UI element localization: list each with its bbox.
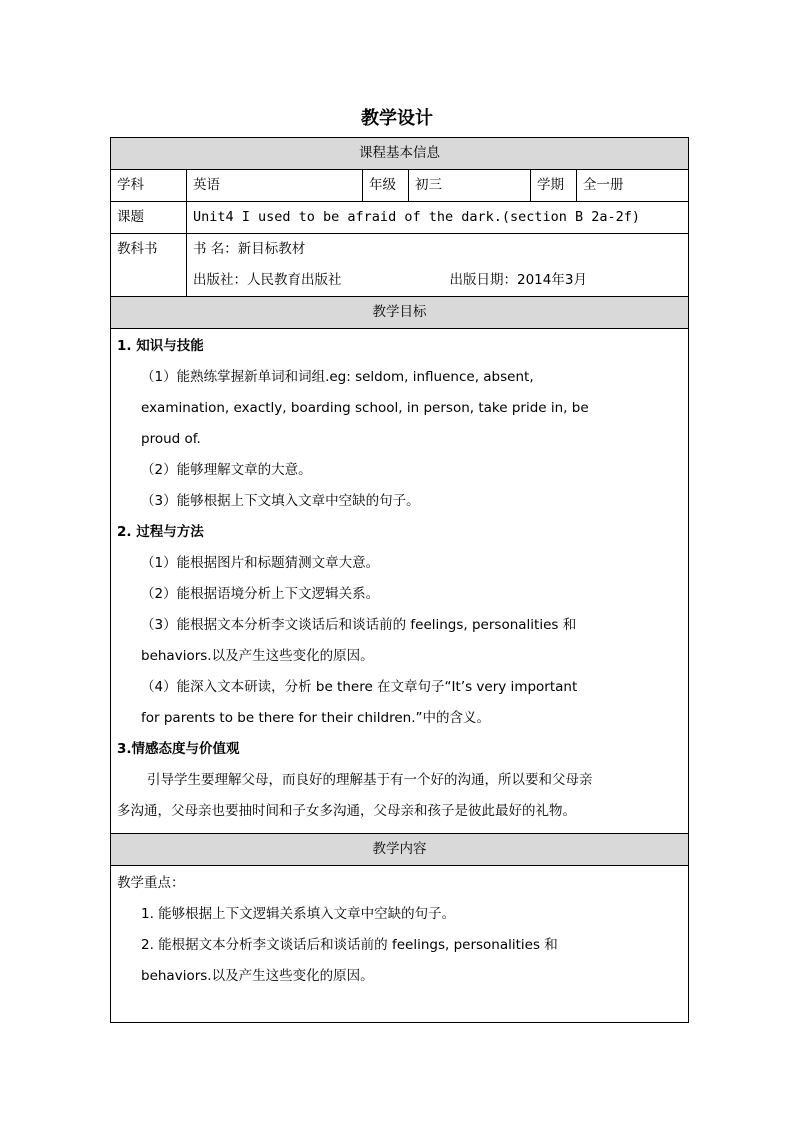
objectives-row <box>111 329 689 834</box>
objective-1-2: （2）能够理解文章的大意。 <box>141 462 312 478</box>
book-name-label: 书 名： <box>193 241 238 257</box>
publisher-line <box>193 265 688 296</box>
objective-2-2: （2）能根据语境分析上下文逻辑关系。 <box>141 586 380 602</box>
term-value: 全一册 <box>577 170 689 202</box>
objectives-body <box>111 329 689 834</box>
objectives-header-row <box>111 297 689 329</box>
subject-value: 英语 <box>187 170 363 202</box>
objective-1-1-line-3: proud of. <box>141 431 201 447</box>
objective-1-1-line-2: examination, exactly, boarding school, in person, take pride in, be <box>141 400 589 416</box>
objective-2-3-line-2: behaviors.以及产生这些变化的原因。 <box>141 648 374 664</box>
grade-value: 初三 <box>409 170 531 202</box>
objective-2-4-line-2: for parents to be there for their children.”中的含义。 <box>141 710 490 726</box>
term-label: 学期 <box>531 170 577 202</box>
topic-value: Unit4 I used to be afraid of the dark.(section B 2a-2f) <box>187 202 689 234</box>
objective-1-3: （3）能够根据上下文填入文章中空缺的句子。 <box>141 493 420 509</box>
content-row <box>111 866 689 1023</box>
lesson-plan-table <box>110 137 689 1023</box>
content-body <box>111 866 689 1023</box>
page-title: 教学设计 <box>361 108 433 129</box>
pub-date-value: 2014年3月 <box>517 272 587 288</box>
publisher-value: 人民教育出版社 <box>247 272 342 288</box>
content-header: 教学内容 <box>111 834 689 866</box>
objective-1-1-line-1: （1）能熟练掌握新单词和词组.eg: seldom, influence, absent, <box>141 369 534 385</box>
topic-label: 课题 <box>111 202 187 234</box>
book-name-line <box>193 234 688 265</box>
subject-row <box>111 170 689 202</box>
key-point-2-line-2: behaviors.以及产生这些变化的原因。 <box>141 968 374 984</box>
attitude-values-heading: 3.情感态度与价值观 <box>117 741 240 757</box>
attitude-values-line-1: 引导学生要理解父母，而良好的理解基于有一个好的沟通，所以要和父母亲 <box>147 772 593 788</box>
pub-date-label: 出版日期： <box>449 272 517 288</box>
process-method-heading: 2. 过程与方法 <box>117 524 204 540</box>
key-point-2-line-1: 2. 能根据文本分析李文谈话后和谈话前的 feelings, personalities 和 <box>141 937 558 953</box>
basic-info-header-row <box>111 138 689 170</box>
content-header-row <box>111 834 689 866</box>
knowledge-skills-heading: 1. 知识与技能 <box>117 338 204 354</box>
objective-2-4-line-1: （4）能深入文本研读，分析 be there 在文章句子“It’s very important <box>141 679 578 695</box>
textbook-row <box>111 234 689 297</box>
topic-row <box>111 202 689 234</box>
basic-info-header: 课程基本信息 <box>111 138 689 170</box>
key-point-1: 1. 能够根据上下文逻辑关系填入文章中空缺的句子。 <box>141 906 456 922</box>
key-points-label: 教学重点： <box>117 875 185 891</box>
grade-label: 年级 <box>363 170 409 202</box>
subject-label: 学科 <box>111 170 187 202</box>
publisher-label: 出版社： <box>193 272 247 288</box>
objective-2-3-line-1: （3）能根据文本分析李文谈话后和谈话前的 feelings, personalities 和 <box>141 617 577 633</box>
book-name-value: 新目标教材 <box>237 241 306 257</box>
objective-2-1: （1）能根据图片和标题猜测文章大意。 <box>141 555 380 571</box>
textbook-label: 教科书 <box>111 234 187 297</box>
textbook-info <box>187 234 689 297</box>
attitude-values-line-2: 多沟通，父母亲也要抽时间和子女多沟通，父母亲和孩子是彼此最好的礼物。 <box>117 803 576 819</box>
objectives-header: 教学目标 <box>111 297 689 329</box>
